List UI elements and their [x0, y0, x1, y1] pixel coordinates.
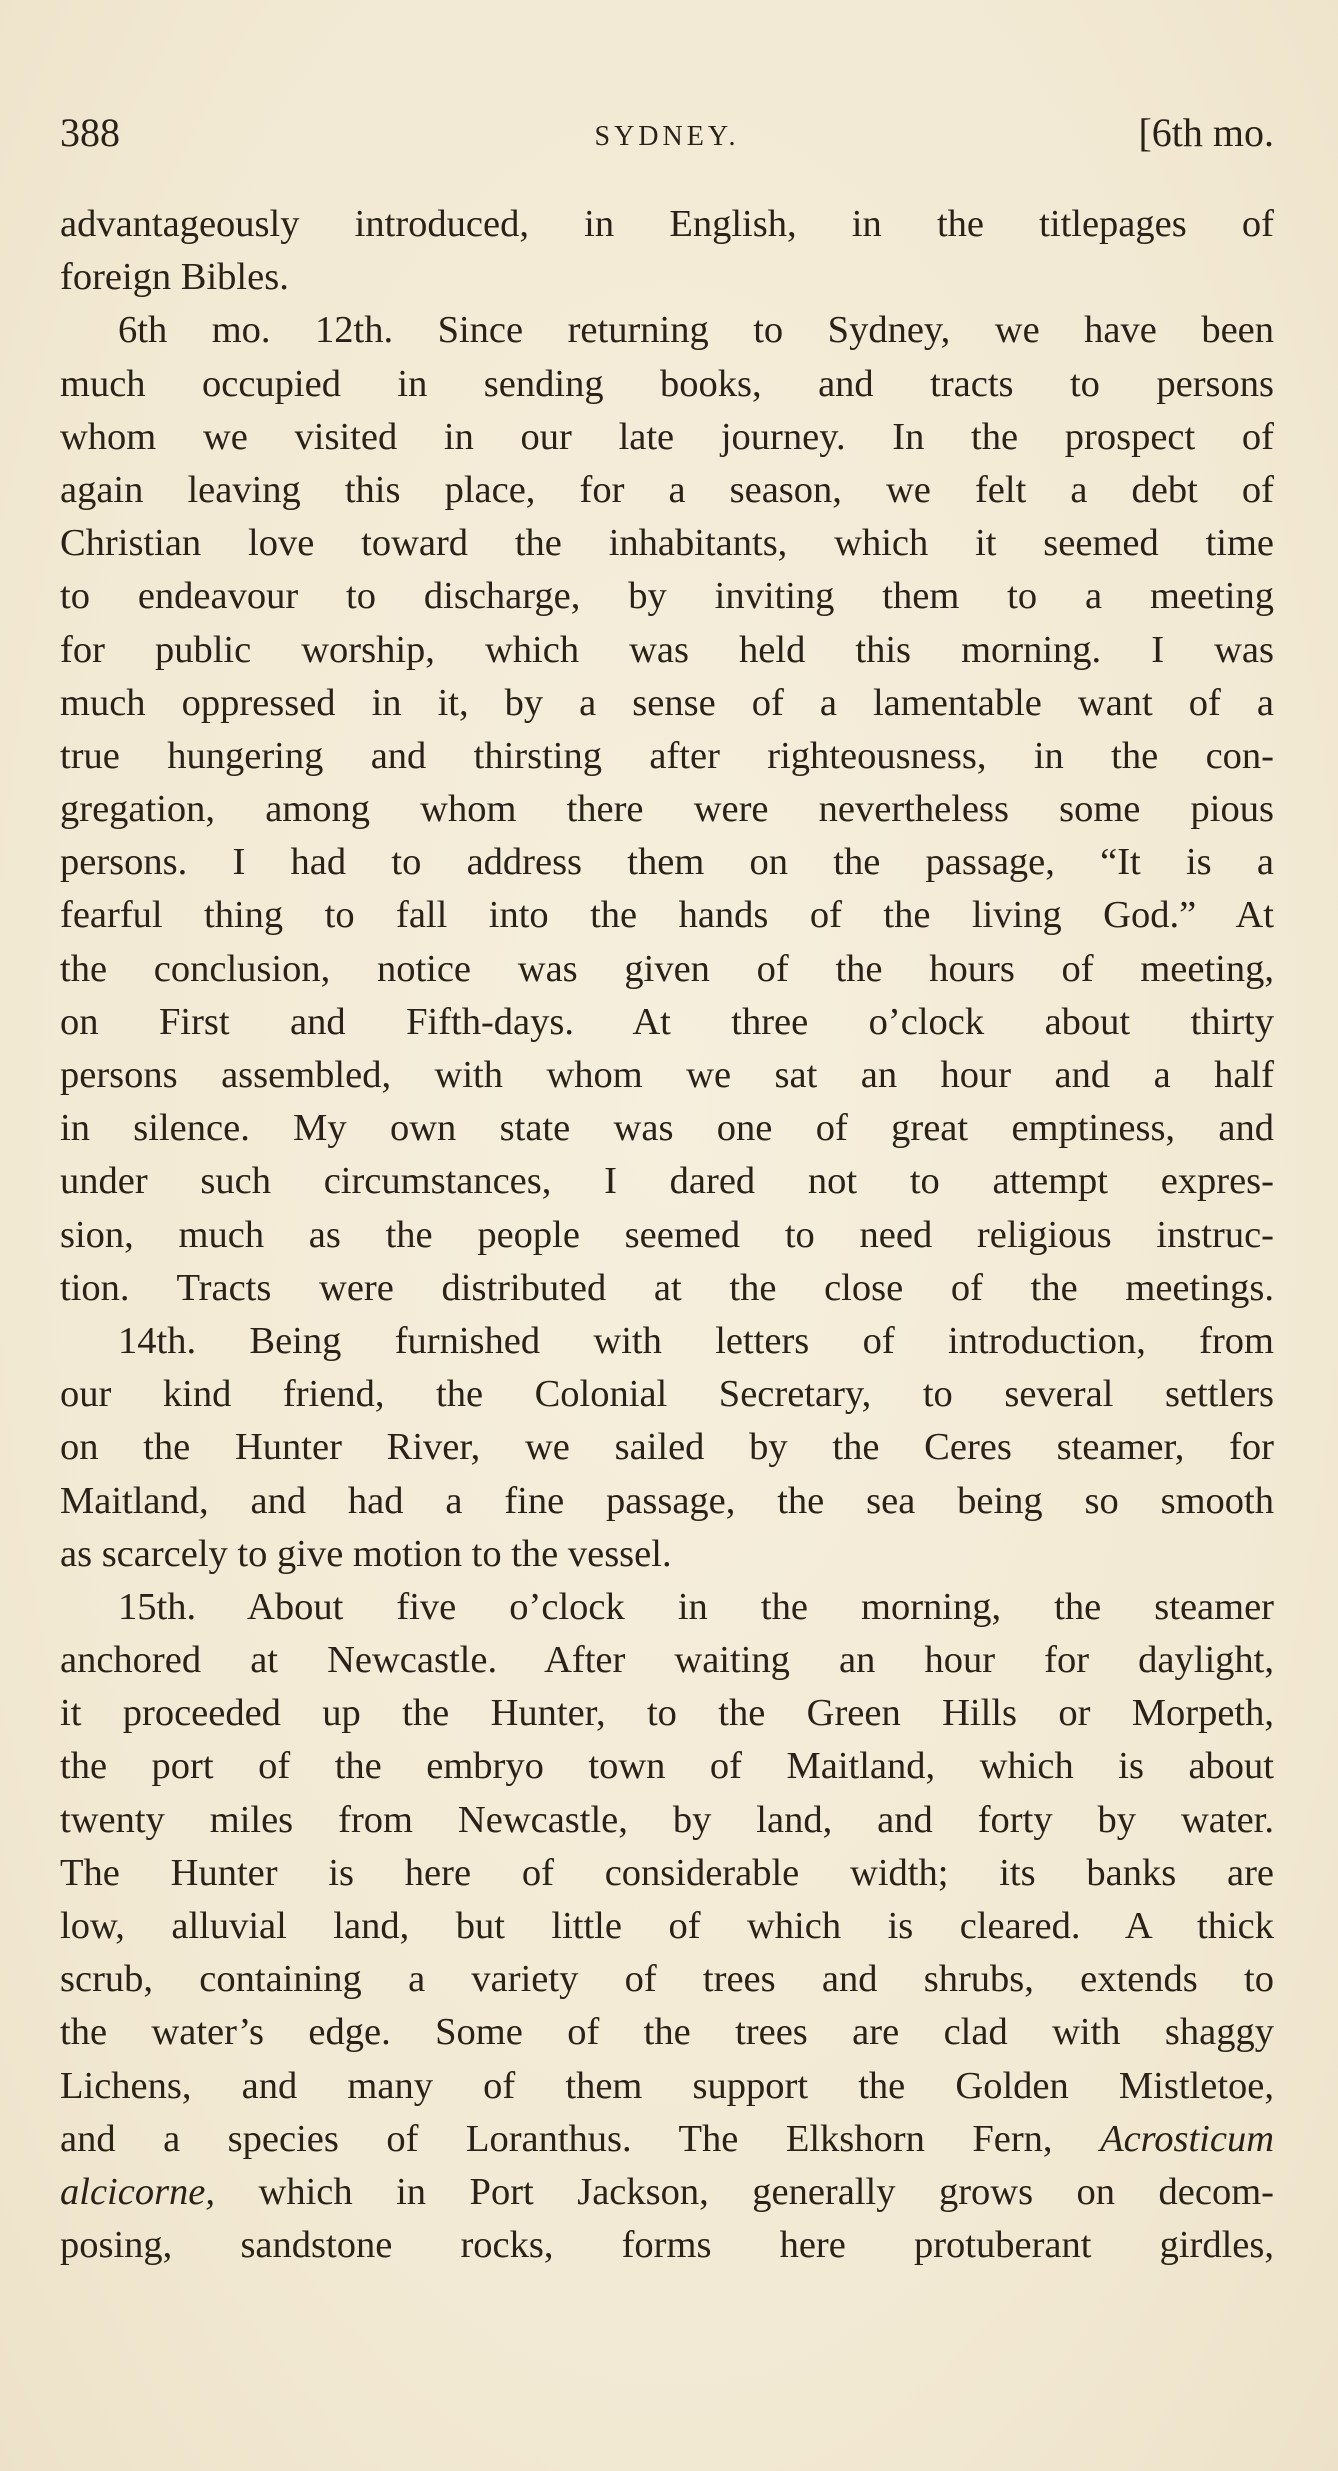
line-text: 14th. Being furnished with letters of introduction, from [118, 1319, 1274, 1362]
line-text: much occupied in sending books, and tracts to persons [60, 362, 1274, 405]
text-line [60, 2166, 1274, 2219]
text-line [60, 1049, 1274, 1102]
line-text: in silence. My own state was one of great emptiness, and [60, 1107, 1274, 1150]
text-line [60, 1900, 1274, 1953]
line-text: advantageously introduced, in English, in the titlepages of [60, 203, 1274, 245]
line-text: it proceeded up the Hunter, to the Green Hills or Morpeth, [60, 1692, 1274, 1735]
body-text [60, 198, 1274, 2272]
text-line [60, 1102, 1274, 1155]
line-text: Maitland, and had a fine passage, the sea being so smooth [60, 1479, 1274, 1522]
line-text: twenty miles from Newcastle, by land, and forty by water. [60, 1798, 1274, 1841]
text-line [60, 889, 1274, 942]
line-text: to endeavour to discharge, by inviting them to a meeting [60, 575, 1274, 618]
text-line [60, 783, 1274, 836]
line-text: much oppressed in it, by a sense of a lamentable want of a [60, 681, 1274, 724]
text-line [60, 2006, 1274, 2059]
line-text: as scarcely to give motion to the vessel. [60, 1532, 672, 1575]
line-text: anchored at Newcastle. After waiting an hour for daylight, [60, 1639, 1274, 1682]
text-line [60, 1421, 1274, 1474]
page-number: 388 [60, 110, 120, 155]
line-text: persons. I had to address them on the passage, “It is a [60, 841, 1274, 884]
running-title: SYDNEY. [594, 121, 740, 152]
italic-term: alcicorne, [60, 2170, 216, 2213]
line-text: for public worship, which was held this morning. I was [60, 628, 1274, 671]
line-text: our kind friend, the Colonial Secretary, to several settlers [60, 1373, 1274, 1416]
text-line [60, 1847, 1274, 1900]
text-line [60, 943, 1274, 996]
text-line [60, 251, 1274, 304]
line-text: on the Hunter River, we sailed by the Ceres steamer, for [60, 1426, 1274, 1469]
text-line [60, 677, 1274, 730]
text-line [60, 570, 1274, 623]
line-text: the water’s edge. Some of the trees are clad with shaggy [60, 2011, 1274, 2054]
text-line [60, 836, 1274, 889]
line-text: low, alluvial land, but little of which is cleared. A thick [60, 1905, 1274, 1947]
text-line [60, 1262, 1274, 1315]
line-text: gregation, among whom there were nevertheless some pious [60, 788, 1274, 831]
text-line [60, 1155, 1274, 1208]
line-text: whom we visited in our late journey. In the prospect of [60, 415, 1274, 458]
text-line [60, 411, 1274, 464]
text-line [60, 1740, 1274, 1793]
line-text: posing, sandstone rocks, forms here protuberant girdles, [60, 2224, 1274, 2267]
text-line [60, 1687, 1274, 1740]
line-text: and a species of Loranthus. The Elkshorn Fern, [60, 2117, 1053, 2160]
line-text: the port of the embryo town of Maitland, which is about [60, 1745, 1274, 1788]
text-line [60, 304, 1274, 357]
text-line [60, 198, 1274, 251]
line-text: Lichens, and many of them support the Golden Mistletoe, [60, 2064, 1274, 2107]
text-line [60, 2113, 1274, 2166]
text-line [60, 1581, 1274, 1634]
text-line [60, 1794, 1274, 1847]
text-line [60, 624, 1274, 677]
text-line [60, 1528, 1274, 1581]
line-text: under such circumstances, I dared not to attempt expres- [60, 1160, 1274, 1203]
text-line [60, 2219, 1274, 2272]
line-text: the conclusion, notice was given of the hours of meeting, [60, 947, 1274, 990]
text-line [60, 1475, 1274, 1528]
text-line [60, 517, 1274, 570]
line-text: tion. Tracts were distributed at the close of the meetings. [60, 1266, 1274, 1309]
line-text: on First and Fifth-days. At three o’clock about thirty [60, 1000, 1274, 1043]
line-text: The Hunter is here of considerable width; its banks are [60, 1851, 1274, 1894]
text-line [60, 358, 1274, 411]
italic-term: Acrosticum [1100, 2117, 1275, 2160]
text-line [60, 1953, 1274, 2006]
line-text: 6th mo. 12th. Since returning to Sydney, we have been [118, 309, 1274, 352]
line-text: persons assembled, with whom we sat an hour and a half [60, 1054, 1274, 1096]
line-text: Christian love toward the inhabitants, which it seemed time [60, 522, 1274, 565]
line-text: true hungering and thirsting after righteousness, in the con- [60, 734, 1274, 777]
text-line [60, 730, 1274, 783]
text-line [60, 464, 1274, 517]
line-text: scrub, containing a variety of trees and shrubs, extends to [60, 1958, 1274, 2001]
line-text: foreign Bibles. [60, 256, 289, 299]
line-text: again leaving this place, for a season, we felt a debt of [60, 468, 1274, 511]
text-line [60, 2060, 1274, 2113]
text-line [60, 996, 1274, 1049]
text-line [60, 1315, 1274, 1368]
line-text: 15th. About five o’clock in the morning, the steamer [118, 1585, 1274, 1628]
line-text: sion, much as the people seemed to need religious instruc- [60, 1213, 1274, 1256]
text-line [60, 1634, 1274, 1687]
text-line [60, 1368, 1274, 1421]
text-line [60, 1209, 1274, 1262]
page-header [60, 108, 1274, 158]
line-text: which in Port Jackson, generally grows on decom- [215, 2170, 1274, 2213]
line-text: fearful thing to fall into the hands of the living God.” At [60, 894, 1274, 937]
month-reference: [6th mo. [1138, 110, 1274, 155]
